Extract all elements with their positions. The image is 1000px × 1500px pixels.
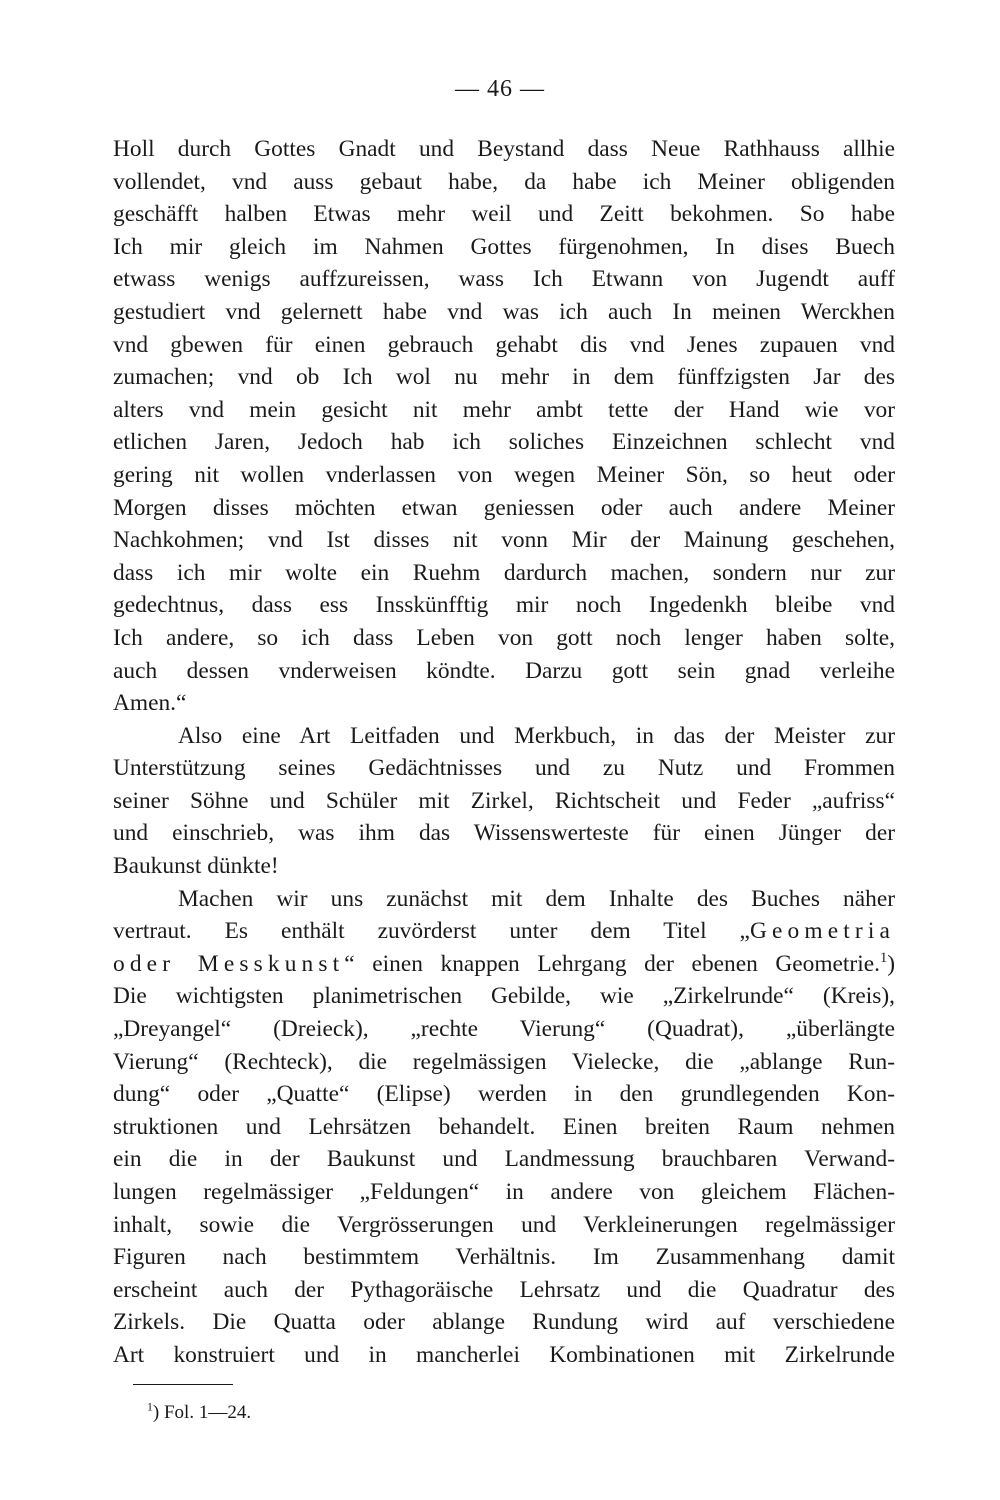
spaced-title: oder Messkunst <box>113 950 345 977</box>
paragraph-line: etlichen Jaren, Jedoch hab ich soliches Einzeichnen schlecht vnd <box>113 429 895 456</box>
paragraph-line: Die wichtigsten planimetrischen Gebilde, wie „Zirkelrunde“ (Kreis), <box>113 983 895 1010</box>
paragraph-line: dung“ oder „Quatte“ (Elipse) werden in den grundlegenden Kon- <box>113 1081 895 1108</box>
footnote-reference: 1 <box>879 950 888 967</box>
paragraph-3-rest <box>113 980 895 1371</box>
paragraph <box>113 720 895 883</box>
footnote <box>147 1402 251 1424</box>
body-text <box>113 133 895 1372</box>
paragraph <box>113 133 895 720</box>
paragraph-line: Baukunst dünkte! <box>113 853 279 880</box>
paragraph-text: vertraut. Es enthält zuvörderst unter dem Titel „ <box>113 918 750 945</box>
paragraph-line: Machen wir uns zunächst mit dem Inhalte des Buches näher <box>178 885 895 912</box>
paragraph-line: Figuren nach bestimmtem Verhältnis. Im Zusammenhang damit <box>113 1244 895 1271</box>
paragraph-3 <box>113 883 895 1372</box>
footnote-text: ) Fol. 1—24. <box>152 1402 252 1423</box>
paragraph-line: lungen regelmässiger „Feldungen“ in andere von gleichem Flächen- <box>113 1179 895 1205</box>
paragraph-line: geschäfft halben Etwas mehr weil und Zeitt bekohmen. So habe <box>113 201 895 228</box>
paragraph-line: erscheint auch der Pythagoräische Lehrsatz und die Quadratur des <box>113 1276 895 1303</box>
paragraph-line: gestudiert vnd gelernett habe vnd was ich auch In meinen Werckhen <box>113 298 895 325</box>
paragraph-line: struktionen und Lehrsätzen behandelt. Einen breiten Raum nehmen <box>113 1113 895 1140</box>
paragraph-line: seiner Söhne und Schüler mit Zirkel, Richtscheit und Feder „aufriss“ <box>113 787 895 814</box>
paragraph-line: zumachen; vnd ob Ich wol nu mehr in dem fünffzigsten Jar des <box>113 364 895 391</box>
paragraph-line: „Dreyangel“ (Dreieck), „rechte Vierung“ (Quadrat), „überlängte <box>113 1016 895 1043</box>
paragraph-line: Vierung“ (Rechteck), die regelmässigen Vielecke, die „ablange Run- <box>113 1048 895 1075</box>
paragraph-line: inhalt, sowie die Vergrösserungen und Verkleinerungen regelmässiger <box>113 1211 895 1238</box>
spaced-title: Geometria <box>749 918 895 945</box>
paragraph-line: Nachkohmen; vnd Ist disses nit vonn Mir der Mainung geschehen, <box>113 527 895 554</box>
paragraph-line: auch dessen vnderweisen köndte. Darzu gott sein gnad verleihe <box>113 657 895 684</box>
footnote-divider <box>133 1384 233 1385</box>
paragraph-line: Also eine Art Leitfaden und Merkbuch, in das der Meister zur <box>178 722 895 749</box>
paragraph-line <box>113 948 895 981</box>
footnote-mark: 1 <box>147 1400 153 1414</box>
paragraph-text: ) <box>887 950 895 977</box>
paragraph-line: Holl durch Gottes Gnadt und Beystand dass Neue Rathhauss allhie <box>113 136 895 162</box>
paragraph-line: vnd gbewen für einen gebrauch gehabt dis vnd Jenes zupauen vnd <box>113 331 895 358</box>
paragraph-line <box>113 915 895 948</box>
paragraph-line: etwass wenigs auffzureissen, wass Ich Etwann von Jugendt auff <box>113 266 895 293</box>
paragraph-line: Unterstützung seines Gedächtnisses und zu Nutz und Frommen <box>113 755 895 782</box>
paragraph-line: gering nit wollen vnderlassen von wegen Meiner Sön, so heut oder <box>113 461 895 488</box>
paragraph-line: alters vnd mein gesicht nit mehr ambt tette der Hand wie vor <box>113 396 895 423</box>
paragraph-line: Ich andere, so ich dass Leben von gott noch lenger haben solte, <box>113 624 895 651</box>
paragraph-line: gedechtnus, dass ess Insskünfftig mir noch Ingedenkh bleibe vnd <box>113 592 895 619</box>
paragraph-line: Ich mir gleich im Nahmen Gottes fürgenohmen, In dises Buech <box>113 233 895 260</box>
paragraph-line: dass ich mir wolte ein Ruehm dardurch machen, sondern nur zur <box>113 559 895 586</box>
paragraphs <box>113 133 895 883</box>
page-number: — 46 — <box>455 76 545 102</box>
paragraph-line: ein die in der Baukunst und Landmessung brauchbaren Verwand- <box>113 1146 895 1173</box>
paragraph-line: Morgen disses möchten etwan geniessen oder auch andere Meiner <box>113 494 895 521</box>
paragraph-line: Amen.“ <box>113 690 187 717</box>
paragraph-text: “ einen knappen Lehrgang der ebenen Geometrie. <box>344 950 880 977</box>
paragraph-line: und einschrieb, was ihm das Wissenswerteste für einen Jünger der <box>113 820 895 847</box>
paragraph-line: Zirkels. Die Quatta oder ablange Rundung wird auf verschiedene <box>113 1309 895 1336</box>
paragraph-line: Art konstruiert und in mancherlei Kombinationen mit Zirkelrunde <box>113 1341 895 1368</box>
paragraph-line: vollendet, vnd auss gebaut habe, da habe ich Meiner obligenden <box>113 168 895 195</box>
